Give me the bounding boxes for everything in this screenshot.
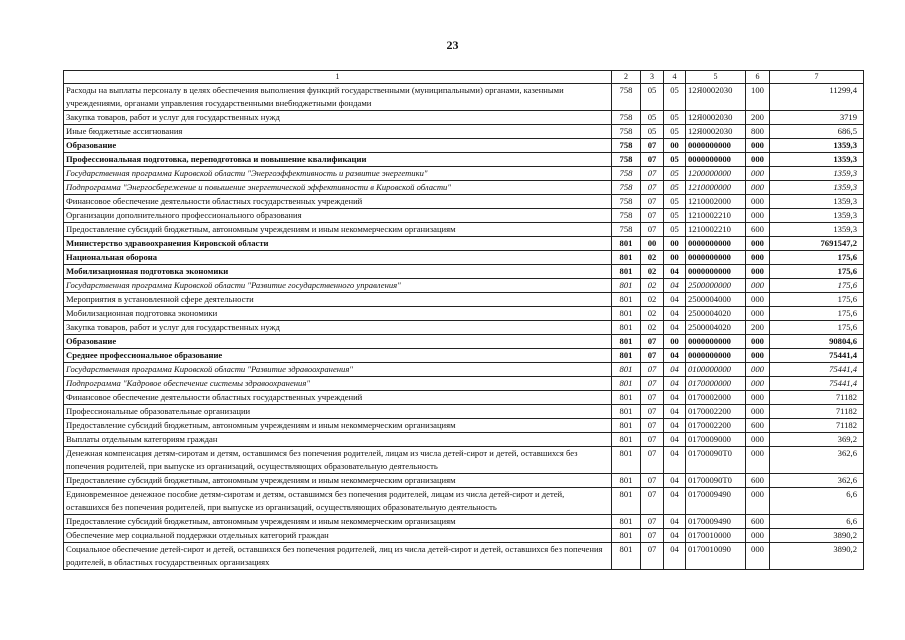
row-subsection: 04 [664,447,686,474]
row-section: 07 [641,474,664,488]
row-description: Организации дополнительного профессионального образования [64,209,612,223]
row-section: 07 [641,335,664,349]
row-ministry-code: 801 [612,321,641,335]
row-amount: 6,6 [770,515,864,529]
row-expense-type: 000 [746,488,770,515]
row-target-article: 1200000000 [686,167,746,181]
row-expense-type: 200 [746,321,770,335]
row-amount: 1359,3 [770,153,864,167]
row-amount: 175,6 [770,279,864,293]
row-description: Подпрограмма "Энергосбережение и повышение энергетической эффективности в Кировской области" [64,181,612,195]
row-description: Финансовое обеспечение деятельности областных государственных учреждений [64,391,612,405]
row-amount: 362,6 [770,474,864,488]
table-row [64,237,864,251]
row-ministry-code: 758 [612,223,641,237]
row-ministry-code: 801 [612,419,641,433]
row-section: 07 [641,153,664,167]
row-expense-type: 000 [746,349,770,363]
table-row [64,515,864,529]
row-section: 07 [641,377,664,391]
table-row [64,181,864,195]
table-row [64,265,864,279]
row-expense-type: 000 [746,307,770,321]
row-target-article: 01700090Т0 [686,447,746,474]
row-subsection: 04 [664,265,686,279]
row-description: Обеспечение мер социальной поддержки отдельных категорий граждан [64,529,612,543]
row-expense-type: 000 [746,433,770,447]
row-expense-type: 000 [746,237,770,251]
column-header: 7 [770,71,864,84]
row-target-article: 0100000000 [686,363,746,377]
row-ministry-code: 801 [612,447,641,474]
table-row [64,349,864,363]
row-subsection: 05 [664,223,686,237]
row-description: Предоставление субсидий бюджетным, автономным учреждениям и иным некоммерческим организациям [64,419,612,433]
row-amount: 71182 [770,391,864,405]
row-subsection: 04 [664,377,686,391]
row-amount: 175,6 [770,321,864,335]
row-description: Предоставление субсидий бюджетным, автономным учреждениям и иным некоммерческим организациям [64,474,612,488]
row-ministry-code: 758 [612,153,641,167]
row-subsection: 04 [664,293,686,307]
row-amount: 3890,2 [770,529,864,543]
row-target-article: 0000000000 [686,153,746,167]
column-header: 3 [641,71,664,84]
page-number: 23 [446,38,459,52]
row-expense-type: 000 [746,543,770,570]
row-ministry-code: 758 [612,209,641,223]
row-amount: 75441,4 [770,363,864,377]
row-amount: 175,6 [770,251,864,265]
row-ministry-code: 801 [612,405,641,419]
row-target-article: 0000000000 [686,349,746,363]
row-target-article: 0170002200 [686,419,746,433]
table-row [64,139,864,153]
row-expense-type: 000 [746,363,770,377]
row-target-article: 2500000000 [686,279,746,293]
row-section: 00 [641,237,664,251]
row-amount: 175,6 [770,307,864,321]
row-description: Государственная программа Кировской области "Развитие здравоохранения" [64,363,612,377]
row-description: Мобилизационная подготовка экономики [64,307,612,321]
table-row [64,447,864,474]
row-amount: 90804,6 [770,335,864,349]
row-subsection: 00 [664,335,686,349]
row-expense-type: 000 [746,529,770,543]
row-ministry-code: 758 [612,139,641,153]
table-row [64,293,864,307]
row-description: Министерство здравоохранения Кировской области [64,237,612,251]
row-description: Мероприятия в установленной сфере деятельности [64,293,612,307]
row-amount: 175,6 [770,265,864,279]
row-section: 07 [641,433,664,447]
row-target-article: 0170010000 [686,529,746,543]
row-target-article: 0000000000 [686,237,746,251]
row-ministry-code: 801 [612,391,641,405]
row-description: Государственная программа Кировской области "Развитие государственного управления" [64,279,612,293]
row-target-article: 1210000000 [686,181,746,195]
row-amount: 7691547,2 [770,237,864,251]
table-row [64,419,864,433]
row-expense-type: 200 [746,111,770,125]
row-section: 02 [641,265,664,279]
row-ministry-code: 801 [612,237,641,251]
row-target-article: 0000000000 [686,139,746,153]
row-ministry-code: 801 [612,377,641,391]
row-expense-type: 000 [746,209,770,223]
table-row [64,433,864,447]
row-ministry-code: 801 [612,335,641,349]
row-target-article: 12Я0002030 [686,125,746,139]
row-subsection: 04 [664,307,686,321]
row-ministry-code: 801 [612,433,641,447]
row-subsection: 04 [664,419,686,433]
row-expense-type: 600 [746,223,770,237]
row-expense-type: 000 [746,167,770,181]
row-subsection: 00 [664,139,686,153]
row-ministry-code: 801 [612,515,641,529]
row-description: Среднее профессиональное образование [64,349,612,363]
row-target-article: 0170009000 [686,433,746,447]
row-ministry-code: 801 [612,293,641,307]
row-expense-type: 000 [746,293,770,307]
row-expense-type: 000 [746,195,770,209]
row-description: Мобилизационная подготовка экономики [64,265,612,279]
row-subsection: 04 [664,543,686,570]
row-section: 07 [641,223,664,237]
row-target-article: 0000000000 [686,265,746,279]
row-section: 02 [641,307,664,321]
row-section: 07 [641,181,664,195]
row-subsection: 05 [664,125,686,139]
row-section: 07 [641,515,664,529]
row-description: Иные бюджетные ассигнования [64,125,612,139]
table-row [64,405,864,419]
row-amount: 75441,4 [770,349,864,363]
row-description: Образование [64,335,612,349]
row-target-article: 2500004020 [686,307,746,321]
table-row [64,377,864,391]
row-section: 05 [641,84,664,111]
row-section: 07 [641,529,664,543]
row-section: 05 [641,125,664,139]
row-ministry-code: 758 [612,111,641,125]
row-ministry-code: 801 [612,265,641,279]
row-subsection: 05 [664,153,686,167]
row-target-article: 0170002000 [686,391,746,405]
row-ministry-code: 801 [612,251,641,265]
row-ministry-code: 801 [612,307,641,321]
row-description: Денежная компенсация детям-сиротам и детям, оставшимся без попечения родителей, лицам из числа детей-сирот и детей, оставшихся без попечения родителей, при выпуске из организаций, осуществляющих образовательную деятельность [64,447,612,474]
row-target-article: 2500004000 [686,293,746,307]
budget-table [63,70,864,570]
row-description: Закупка товаров, работ и услуг для государственных нужд [64,111,612,125]
row-subsection: 05 [664,84,686,111]
row-target-article: 0000000000 [686,335,746,349]
table-row [64,125,864,139]
row-section: 07 [641,209,664,223]
table-row [64,167,864,181]
row-target-article: 0170010090 [686,543,746,570]
row-target-article: 2500004020 [686,321,746,335]
row-target-article: 01700090Т0 [686,474,746,488]
row-description: Социальное обеспечение детей-сирот и детей, оставшихся без попечения родителей, лиц из числа детей-сирот и детей, оставшихся без попечения родителей, в областных государственных организациях [64,543,612,570]
row-section: 07 [641,167,664,181]
row-amount: 1359,3 [770,209,864,223]
table-row [64,279,864,293]
row-target-article: 0170002200 [686,405,746,419]
row-expense-type: 000 [746,139,770,153]
row-description: Выплаты отдельным категориям граждан [64,433,612,447]
column-header: 6 [746,71,770,84]
row-ministry-code: 801 [612,529,641,543]
row-section: 07 [641,488,664,515]
table-row [64,543,864,570]
row-section: 02 [641,321,664,335]
row-description: Предоставление субсидий бюджетным, автономным учреждениям и иным некоммерческим организациям [64,515,612,529]
row-ministry-code: 758 [612,125,641,139]
row-amount: 1359,3 [770,181,864,195]
row-ministry-code: 758 [612,195,641,209]
row-subsection: 00 [664,251,686,265]
row-subsection: 04 [664,488,686,515]
row-expense-type: 000 [746,279,770,293]
row-expense-type: 000 [746,265,770,279]
table-row [64,321,864,335]
table-body [64,84,864,570]
table-row [64,209,864,223]
row-amount: 1359,3 [770,195,864,209]
row-amount: 11299,4 [770,84,864,111]
row-subsection: 05 [664,167,686,181]
row-amount: 369,2 [770,433,864,447]
row-expense-type: 000 [746,181,770,195]
row-ministry-code: 801 [612,488,641,515]
row-expense-type: 000 [746,377,770,391]
table-row [64,391,864,405]
table-row [64,223,864,237]
row-amount: 175,6 [770,293,864,307]
row-amount: 1359,3 [770,223,864,237]
row-section: 02 [641,279,664,293]
table-row [64,84,864,111]
table-row [64,488,864,515]
row-expense-type: 800 [746,125,770,139]
row-expense-type: 000 [746,405,770,419]
table-row [64,251,864,265]
row-amount: 71182 [770,419,864,433]
row-target-article: 12Я0002030 [686,111,746,125]
row-expense-type: 600 [746,515,770,529]
row-subsection: 05 [664,209,686,223]
row-ministry-code: 801 [612,279,641,293]
row-section: 07 [641,349,664,363]
row-section: 02 [641,293,664,307]
table-row [64,335,864,349]
row-description: Финансовое обеспечение деятельности областных государственных учреждений [64,195,612,209]
row-description: Государственная программа Кировской области "Энергоэффективность и развитие энергетики" [64,167,612,181]
row-target-article: 1210002210 [686,209,746,223]
row-expense-type: 000 [746,335,770,349]
row-description: Расходы на выплаты персоналу в целях обеспечения выполнения функций государственными (муниципальными) органами, казенными учреждениями, органами управления государственными внебюджетными фондами [64,84,612,111]
row-ministry-code: 758 [612,167,641,181]
row-section: 07 [641,195,664,209]
row-expense-type: 600 [746,419,770,433]
table-row [64,529,864,543]
row-expense-type: 000 [746,153,770,167]
row-ministry-code: 758 [612,84,641,111]
row-expense-type: 000 [746,251,770,265]
row-subsection: 04 [664,433,686,447]
row-ministry-code: 801 [612,349,641,363]
row-description: Профессиональные образовательные организации [64,405,612,419]
row-section: 07 [641,543,664,570]
row-target-article: 12Я0002030 [686,84,746,111]
row-section: 05 [641,111,664,125]
table-row [64,474,864,488]
row-amount: 71182 [770,405,864,419]
row-expense-type: 600 [746,474,770,488]
row-expense-type: 100 [746,84,770,111]
row-ministry-code: 801 [612,474,641,488]
row-ministry-code: 758 [612,181,641,195]
row-amount: 1359,3 [770,167,864,181]
row-amount: 362,6 [770,447,864,474]
row-section: 07 [641,391,664,405]
row-subsection: 04 [664,474,686,488]
row-amount: 75441,4 [770,377,864,391]
column-header: 4 [664,71,686,84]
row-description: Единовременное денежное пособие детям-сиротам и детям, оставшимся без попечения родителей, лицам из числа детей-сирот и детей, оставшихся без попечения родителей, при выпуске из организаций, осуществляющих образовательную деятельность [64,488,612,515]
row-subsection: 04 [664,321,686,335]
column-header: 5 [686,71,746,84]
row-description: Профессиональная подготовка, переподготовка и повышение квалификации [64,153,612,167]
row-subsection: 04 [664,349,686,363]
row-description: Образование [64,139,612,153]
table-row [64,195,864,209]
row-section: 07 [641,447,664,474]
row-amount: 6,6 [770,488,864,515]
row-subsection: 04 [664,279,686,293]
row-amount: 1359,3 [770,139,864,153]
row-target-article: 0170009490 [686,488,746,515]
row-subsection: 04 [664,515,686,529]
row-description: Закупка товаров, работ и услуг для государственных нужд [64,321,612,335]
row-description: Подпрограмма "Кадровое обеспечение системы здравоохранения" [64,377,612,391]
row-subsection: 04 [664,363,686,377]
row-target-article: 0170009490 [686,515,746,529]
row-section: 07 [641,363,664,377]
row-target-article: 1210002210 [686,223,746,237]
row-subsection: 04 [664,405,686,419]
table-row [64,363,864,377]
row-target-article: 0170000000 [686,377,746,391]
row-section: 07 [641,139,664,153]
row-subsection: 04 [664,529,686,543]
row-section: 07 [641,405,664,419]
row-target-article: 1210002000 [686,195,746,209]
row-subsection: 05 [664,181,686,195]
table-row [64,153,864,167]
row-target-article: 0000000000 [686,251,746,265]
row-amount: 686,5 [770,125,864,139]
row-description: Национальная оборона [64,251,612,265]
column-header: 2 [612,71,641,84]
table-row [64,111,864,125]
column-header: 1 [64,71,612,84]
row-subsection: 05 [664,111,686,125]
row-amount: 3890,2 [770,543,864,570]
table-row [64,307,864,321]
row-section: 07 [641,419,664,433]
row-description: Предоставление субсидий бюджетным, автономным учреждениям и иным некоммерческим организациям [64,223,612,237]
row-subsection: 04 [664,391,686,405]
header-row [64,71,864,84]
row-ministry-code: 801 [612,543,641,570]
row-amount: 3719 [770,111,864,125]
row-expense-type: 000 [746,391,770,405]
row-ministry-code: 801 [612,363,641,377]
row-subsection: 00 [664,237,686,251]
row-section: 02 [641,251,664,265]
row-expense-type: 000 [746,447,770,474]
row-subsection: 05 [664,195,686,209]
